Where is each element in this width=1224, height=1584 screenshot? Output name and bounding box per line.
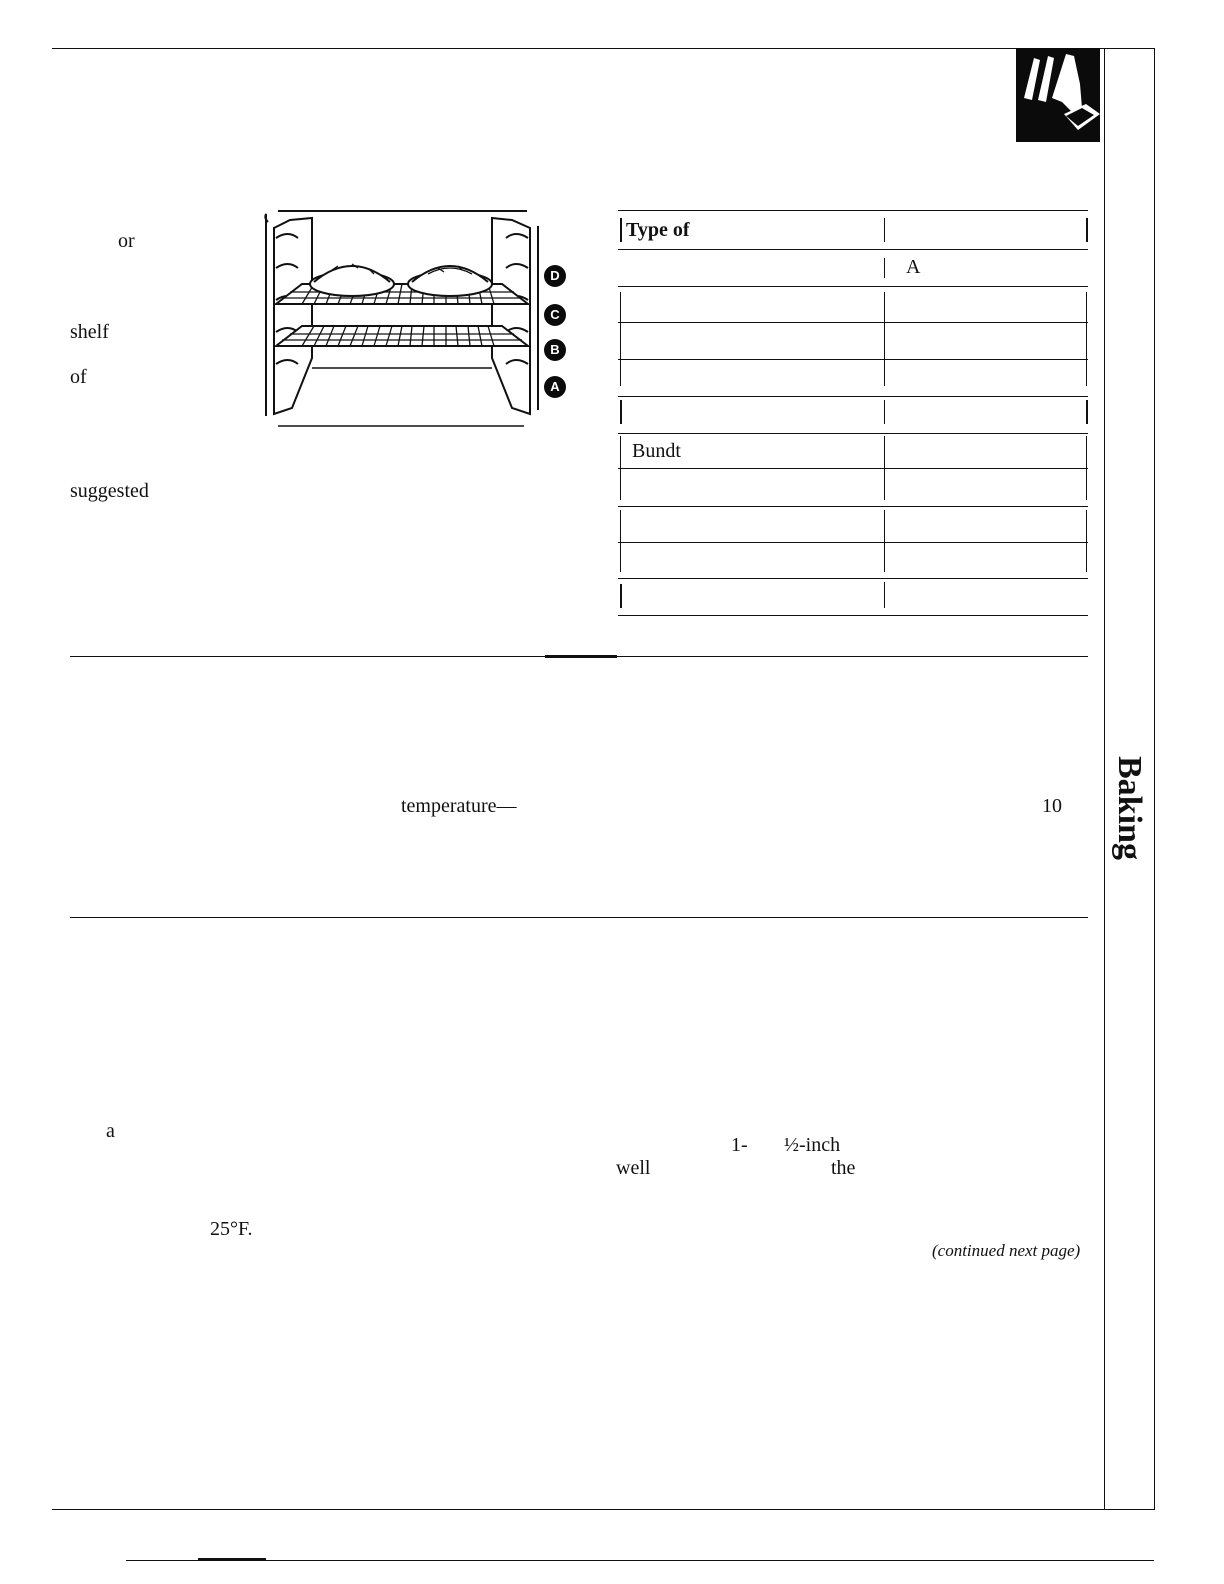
shelf-position-c-badge: C [544,304,566,326]
text-fragment-25f: 25°F. [210,1218,253,1240]
text-fragment-temperature: temperature— [401,795,517,817]
text-fragment-of: of [70,366,87,388]
text-fragment-shelf: shelf [70,321,109,343]
footer-rule [126,1560,1154,1561]
table-cell: Bundt [632,440,681,462]
side-tab-label: Baking [1111,756,1148,860]
shelf-position-d-badge: D [544,265,566,287]
shelf-position-b-badge: B [544,339,566,361]
text-fragment-or: or [118,230,135,252]
top-rule [52,48,1154,49]
shelf-position-a-badge: A [544,376,566,398]
text-fragment-half-inch: ½-inch [784,1134,841,1156]
text-fragment-the: the [831,1157,856,1179]
text-fragment-10: 10 [1042,795,1062,817]
text-fragment-suggested: suggested [70,480,149,502]
section-divider-accent [545,655,617,658]
bottom-rule [52,1509,1154,1510]
text-fragment-1: 1- [731,1134,748,1156]
continued-note: (continued next page) [932,1241,1081,1260]
text-fragment-a: a [106,1120,115,1142]
table-cell: A [906,256,921,278]
section-divider [70,917,1088,918]
table-header-type: Type of [626,219,690,241]
oven-shelf-illustration [262,208,572,430]
text-fragment-well: well [616,1157,651,1179]
hand-pointer-icon [1016,48,1100,142]
footer-rule-accent [198,1558,266,1560]
